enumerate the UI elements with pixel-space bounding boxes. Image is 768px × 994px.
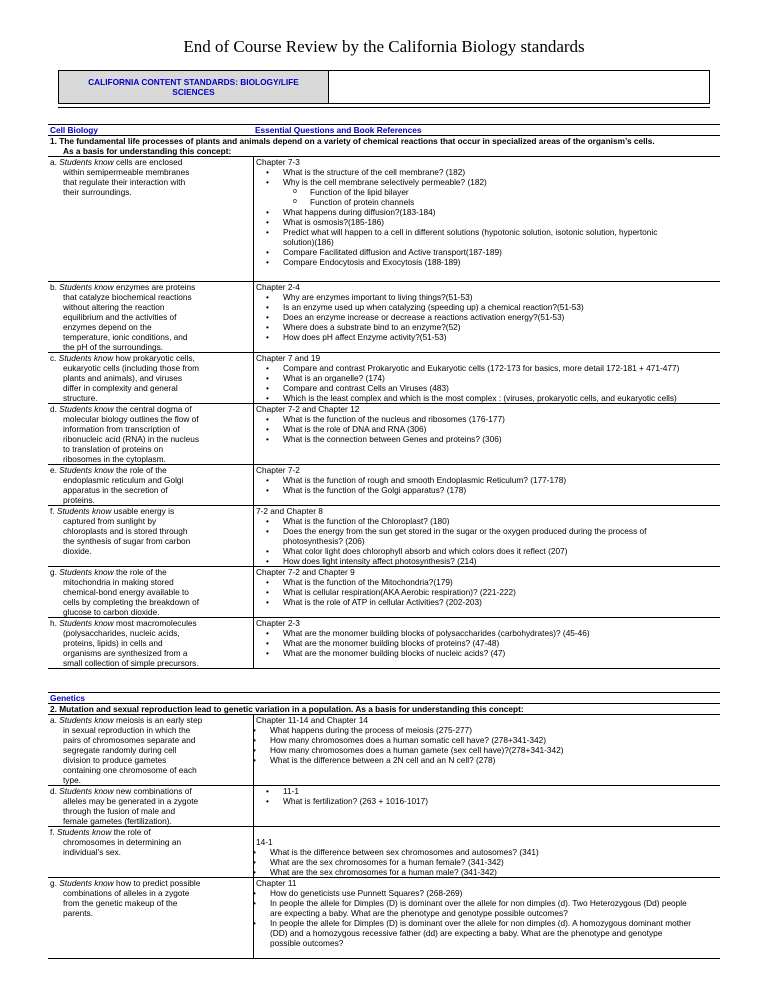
line: captured from sunlight by [63,516,157,526]
standard-2a [48,715,253,785]
question: • What is the role of DNA and RNA (306) [283,424,720,434]
continuation: (DD) and a homozygous recessive father (dd) are expecting a baby. What are the phenotype and genotype [270,928,663,938]
line: molecular biology outlines the flow of [63,414,199,424]
references-1f [253,506,720,566]
standard-row-1e [48,464,720,505]
label: c. [50,353,57,363]
question: • What is the function of the nucleus and ribosomes (176-177) [283,414,720,424]
line: parents. [63,908,93,918]
chapter-ref: Chapter 7-2 and Chapter 12 [256,404,360,414]
continuation: photosynthesis? (206) [283,536,365,546]
question: • Does the energy from the sun get stored in the sugar or the oxygen produced during the process of [283,526,720,536]
line: cells by completing the breakdown of [63,597,200,607]
question: • What color light does chlorophyll absorb and which colors does it reflect (207) [283,546,720,556]
question: • What happens during the process of meiosis (275-277) [270,725,720,735]
label: a. [50,157,57,167]
line: organisms are synthesized from a [63,648,188,658]
sk: Students know [59,404,114,414]
line: without altering the reaction [63,302,165,312]
line: containing one chromosome of each [63,765,197,775]
question: • Compare and contrast Prokaryotic and Eukaryotic cells (172-173 for basics, more detail 172-181 + 471-477) [283,363,720,373]
question: • Predict what will happen to a cell in different solutions (hypotonic solution, isotonic solution, hypertonic [283,227,720,237]
question: • Why is the cell membrane selectively permeable? (182) [283,177,720,187]
references-2f [253,827,720,877]
line: chloroplasts and is stored through [63,526,188,536]
line: eukaryotic cells (including those from [63,363,200,373]
header-line-1: CALIFORNIA CONTENT STANDARDS: BIOLOGY/LIFE [88,77,299,87]
line: chemical-bond energy available to [63,587,189,597]
chapter-ref: Chapter 11-14 and Chapter 14 [256,715,368,725]
text1: the central dogma of [115,404,192,414]
cell-biology-heading [48,125,720,135]
label: e. [50,465,57,475]
standard-1e [48,465,253,505]
standard-1d [48,404,253,464]
chapter-ref: Chapter 2-4 [256,282,300,292]
line: apparatus in the secretion of [63,485,168,495]
line: chromosomes in determining an [63,837,182,847]
text1: meiosis is an early step [115,715,203,725]
references-1b [253,282,720,352]
question: • In people the allele for Dimples (D) is dominant over the allele for non dimples (d). A homozygous dominant mother [270,918,720,928]
line: proteins, lipids) in cells and [63,638,163,648]
question: • What are the sex chromosomes for a human male? (341-342) [270,867,720,877]
sk: Students know [56,827,112,837]
question: • Why are enzymes important to living things?(51-53) [283,292,720,302]
standard-1a [48,157,253,281]
label: h. [50,618,57,628]
question: • How many chromosomes does a human somatic cell have? (278+341-342) [270,735,720,745]
text1: cells are enclosed [115,157,183,167]
sk: Students know [59,618,114,628]
label: f. [50,827,55,837]
line: to translation of proteins on [63,444,164,454]
standard-1f [48,506,253,566]
line: mitochondria in making stored [63,577,174,587]
line: endoplasmic reticulum and Golgi [63,475,184,485]
line: dioxide. [63,546,92,556]
theme-1-basis: As a basis for understanding this concept: [63,146,232,156]
question: • What is the difference between sex chromosomes and autosomes? (341) [270,847,720,857]
standard-row-1h [48,617,720,669]
label: d. [50,786,57,796]
label: a. [50,715,57,725]
line: the pH of the surroundings. [63,342,164,352]
text1: how to predict possible [115,878,201,888]
question: • Does an enzyme increase or decrease a reactions activation energy?(51-53) [283,312,720,322]
line: differ in complexity and general [63,383,178,393]
chapter-ref: Chapter 11 [256,878,297,888]
text1: enzymes are proteins [115,282,196,292]
standards-header-cell [59,71,329,103]
sk: Students know [56,506,112,516]
question: • Compare Endocytosis and Exocytosis (188-189) [283,257,720,267]
references-1g [253,567,720,617]
standard-row-1b [48,281,720,352]
continuation: possible outcomes? [270,938,344,948]
label: f. [50,506,55,516]
page-title: End of Course Review by the California Biology standards [183,37,585,56]
question: • What is the function of the Mitochondria?(179) [283,577,720,587]
question: • What are the monomer building blocks of nucleic acids? (47) [283,648,720,658]
references-2g [253,878,720,958]
theme-1 [48,135,720,157]
references-2a [253,715,720,785]
label: d. [50,404,57,414]
line: information from transcription of [63,424,180,434]
question: • Where does a substrate bind to an enzyme?(52) [283,322,720,332]
genetics-heading: Genetics [48,693,720,704]
sub-question: o Function of the lipid bilayer [283,187,720,197]
sk: Students know [59,786,114,796]
chapter-ref: 7-2 and Chapter 8 [256,506,323,516]
standard-row-1f [48,505,720,566]
header-divider [58,103,710,108]
references-1a [253,157,720,281]
sk: Students know [59,465,114,475]
text1: the role of the [115,465,167,475]
standard-row-2d [48,785,720,826]
references-1d [253,404,720,464]
line: that regulate their interaction with [63,177,186,187]
question: • How do geneticists use Punnett Squares? (268-269) [270,888,720,898]
question: • What is the role of ATP in cellular Activities? (202-203) [283,597,720,607]
standard-1g [48,567,253,617]
question: • In people the allele for Dimples (D) is dominant over the allele for non dimples (d). Two Heterozygous (Dd) people [270,898,720,908]
line: structure. [63,393,98,403]
line: their surroundings. [63,187,132,197]
text1: the role of the [115,567,167,577]
standard-1h [48,618,253,668]
question: • What is the difference between a 2N cell and an N cell? (278) [270,755,720,765]
theme-2: 2. Mutation and sexual reproduction lead to genetic variation in a population. As a basis for understanding this concept: [48,704,720,715]
question: • What is the connection between Genes and proteins? (306) [283,434,720,444]
header-empty-cell [329,71,709,103]
question: • How does light intensity affect photosynthesis? (214) [283,556,720,566]
question: • What is fertilization? (263 + 1016-1017) [283,796,720,806]
line: within semipermeable membranes [63,167,190,177]
question: • What are the sex chromosomes for a human female? (341-342) [270,857,720,867]
line: alleles may be generated in a zygote [63,796,199,806]
label: g. [50,878,57,888]
line: combinations of alleles in a zygote [63,888,190,898]
question: • What happens during diffusion?(183-184) [283,207,720,217]
references-1e [253,465,720,505]
question: • What is an organelle? (174) [283,373,720,383]
standard-1b [48,282,253,352]
line: ribosomes in the cytoplasm. [63,454,166,464]
sk: Students know [59,878,114,888]
sk: Students know [59,282,114,292]
line: individual’s sex. [63,847,121,857]
question: • Compare Facilitated diffusion and Active transport(187-189) [283,247,720,257]
line: equilibrium and the activities of [63,312,177,322]
sk: Students know [59,157,114,167]
question: • Which is the least complex and which is the most complex : (viruses, prokaryotic cells, and eukaryotic cells) [283,393,720,403]
label: g. [50,567,57,577]
chapter-ref: Chapter 2-3 [256,618,300,628]
question: • What is cellular respiration(AKA Aerobic respiration)? (221-222) [283,587,720,597]
question: • Compare and contrast Cells an Viruses (483) [283,383,720,393]
question: • What is osmosis?(185-186) [283,217,720,227]
section-heading: Cell Biology [50,125,98,135]
line: glucose to carbon dioxide. [63,607,160,617]
text1: most macromolecules [115,618,197,628]
standard-row-2g [48,877,720,959]
question: • Is an enzyme used up when catalyzing (speeding up) a chemical reaction?(51-53) [283,302,720,312]
references-heading: Essential Questions and Book References [255,125,422,135]
line: ribonucleic acid (RNA) in the nucleus [63,434,200,444]
sk: Students know [59,715,114,725]
line: type. [63,775,81,785]
line: segregate randomly during cell [63,745,177,755]
question: • How many chromosomes does a human gamete (sex cell have)?(278+341-342) [270,745,720,755]
references-2d [253,786,720,826]
sk: Students know [58,353,114,363]
standard-row-2a [48,715,720,785]
references-1h [253,618,720,668]
standard-row-1d [48,403,720,464]
line: enzymes depend on the [63,322,152,332]
continuation: are expecting a baby. What are the phenotype and genotype possible outcomes? [270,908,568,918]
standard-row-1c [48,352,720,403]
standard-2g [48,878,253,958]
question: • 11-1 [283,786,720,796]
standard-1c [48,353,253,403]
chapter-ref: Chapter 7-3 [256,157,300,167]
line: (polysaccharides, nucleic acids, [63,628,180,638]
line: plants and animals), and viruses [63,373,182,383]
chapter-ref: 14-1 [256,837,273,847]
question: • What are the monomer building blocks of polysaccharides (carbohydrates)? (45-46) [283,628,720,638]
line: through the fusion of male and [63,806,176,816]
standard-2f [48,827,253,877]
line: female gametes (fertilization). [63,816,172,826]
question: • What are the monomer building blocks of proteins? (47-48) [283,638,720,648]
line: division to produce gametes [63,755,167,765]
line: temperature, ionic conditions, and [63,332,188,342]
text1: how prokaryotic cells, [115,353,195,363]
chapter-ref: Chapter 7-2 [256,465,300,475]
standard-row-2f [48,826,720,877]
sk: Students know [59,567,114,577]
line: small collection of simple precursors. [63,658,199,668]
genetics-section [48,692,720,959]
question: • What is the function of rough and smooth Endoplasmic Reticulum? (177-178) [283,475,720,485]
line: the synthesis of sugar from carbon [63,536,191,546]
cell-biology-section [48,124,720,669]
question: • What is the function of the Chloroplast? (180) [283,516,720,526]
text1: the role of [113,827,151,837]
line: that catalyze biochemical reactions [63,292,192,302]
header-line-2: SCIENCES [172,87,215,97]
line: from the genetic makeup of the [63,898,178,908]
text1: usable energy is [113,506,175,516]
question: • How does pH affect Enzyme activity?(51-53) [283,332,720,342]
continuation: solution)(186) [283,237,334,247]
question: • What is the structure of the cell membrane? (182) [283,167,720,177]
standard-row-1g [48,566,720,617]
standard-2d [48,786,253,826]
label: b. [50,282,57,292]
standard-row-1a [48,157,720,281]
line: in sexual reproduction in which the [63,725,191,735]
text1: new combinations of [115,786,192,796]
line: proteins. [63,495,95,505]
chapter-ref: Chapter 7 and 19 [256,353,321,363]
references-1c [253,353,720,403]
line: pairs of chromosomes separate and [63,735,196,745]
standards-header-table [58,70,710,104]
chapter-ref: Chapter 7-2 and Chapter 9 [256,567,355,577]
question: • What is the function of the Golgi apparatus? (178) [283,485,720,495]
sub-question: o Function of protein channels [283,197,720,207]
theme-1-text: 1. The fundamental life processes of plants and animals depend on a variety of chemical reactions that occur in specialized areas of the organism’s cells. [50,136,655,146]
